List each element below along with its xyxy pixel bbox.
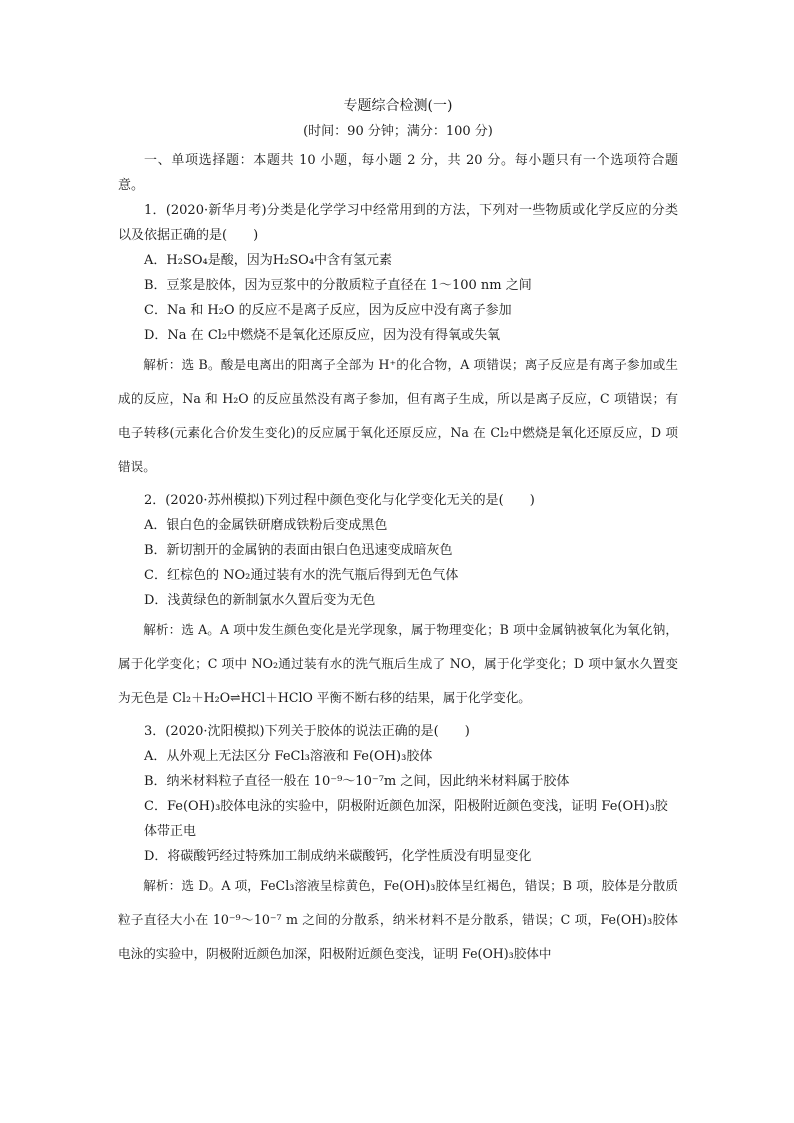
option-b: B．纳米材料粒子直径一般在 10⁻⁹～10⁻⁷m 之间，因此纳米材料属于胶体 [144, 774, 570, 789]
page-title: 专题综合检测(一) [343, 98, 453, 114]
question-2 [118, 488, 678, 715]
option-c: C．Fe(OH)₃胶体电泳的实验中，阴极附近颜色加深，阳极附近颜色变浅，证明 Fe(OH)₃胶体带正电 [144, 799, 668, 839]
question-analysis: 解析：选 D。A 项，FeCl₃溶液呈棕黄色，Fe(OH)₃胶体呈红褐色，错误；B 项，胶体是分散质粒子直径大小在 10⁻⁹～10⁻⁷ m 之间的分散系，纳米材料不是分散系，错误；C 项，Fe(OH)₃胶体电泳的实验中，阴极附近颜色加深，阳极附近颜色变浅，证明 Fe(OH)₃胶体中 [118, 878, 678, 961]
option-a: A．从外观上无法区分 FeCl₃溶液和 Fe(OH)₃胶体 [144, 749, 433, 764]
option-c: C．红棕色的 NO₂通过装有水的洗气瓶后得到无色气体 [144, 568, 459, 583]
question-stem: 1．(2020·新华月考)分类是化学学习中经常用到的方法，下列对一些物质或化学反应的分类以及依据正确的是( ) [118, 203, 678, 243]
section-intro: 一、单项选择题：本题共 10 小题，每小题 2 分，共 20 分。每小题只有一个选项符合题意。 [118, 153, 678, 193]
question-analysis: 解析：选 A。A 项中发生颜色变化是光学现象，属于物理变化；B 项中金属钠被氧化为氧化钠，属于化学变化；C 项中 NO₂通过装有水的洗气瓶后生成了 NO，属于化学变化；D 项中氯水久置变为无色是 Cl₂＋H₂O⇌HCl＋HClO 平衡不断右移的结果，属于化学变化。 [118, 622, 678, 705]
option-b: B．新切割开的金属钠的表面由银白色迅速变成暗灰色 [144, 543, 453, 558]
option-a: A．H₂SO₄是酸，因为H₂SO₄中含有氢元素 [144, 253, 393, 268]
question-3 [118, 719, 678, 971]
option-d: D．Na 在 Cl₂中燃烧不是氧化还原反应，因为没有得氧或失氧 [144, 328, 501, 343]
question-stem: 2．(2020·苏州模拟)下列过程中颜色变化与化学变化无关的是( ) [144, 493, 535, 508]
option-c: C．Na 和 H₂O 的反应不是离子反应，因为反应中没有离子参加 [144, 303, 512, 318]
question-1 [118, 198, 678, 484]
question-analysis: 解析：选 B。酸是电离出的阳离子全部为 H⁺的化合物，A 项错误；离子反应是有离子参加或生成的反应，Na 和 H₂O 的反应虽然没有离子参加，但有离子生成，所以是离子反应，C 项错误；有电子转移(元素化合价发生变化)的反应属于氧化还原反应，Na 在 Cl₂中燃烧是氧化还原反应，D 项错误。 [118, 357, 678, 474]
option-a: A．银白色的金属铁研磨成铁粉后变成黑色 [144, 518, 388, 533]
document-page [118, 96, 678, 975]
question-stem: 3．(2020·沈阳模拟)下列关于胶体的说法正确的是( ) [144, 724, 470, 739]
option-b: B．豆浆是胶体，因为豆浆中的分散质粒子直径在 1～100 nm 之间 [144, 278, 532, 293]
page-subtitle: (时间：90 分钟；满分：100 分) [303, 124, 493, 139]
option-d: D．浅黄绿色的新制氯水久置后变为无色 [144, 593, 376, 608]
option-d: D．将碳酸钙经过特殊加工制成纳米碳酸钙，化学性质没有明显变化 [144, 849, 532, 864]
